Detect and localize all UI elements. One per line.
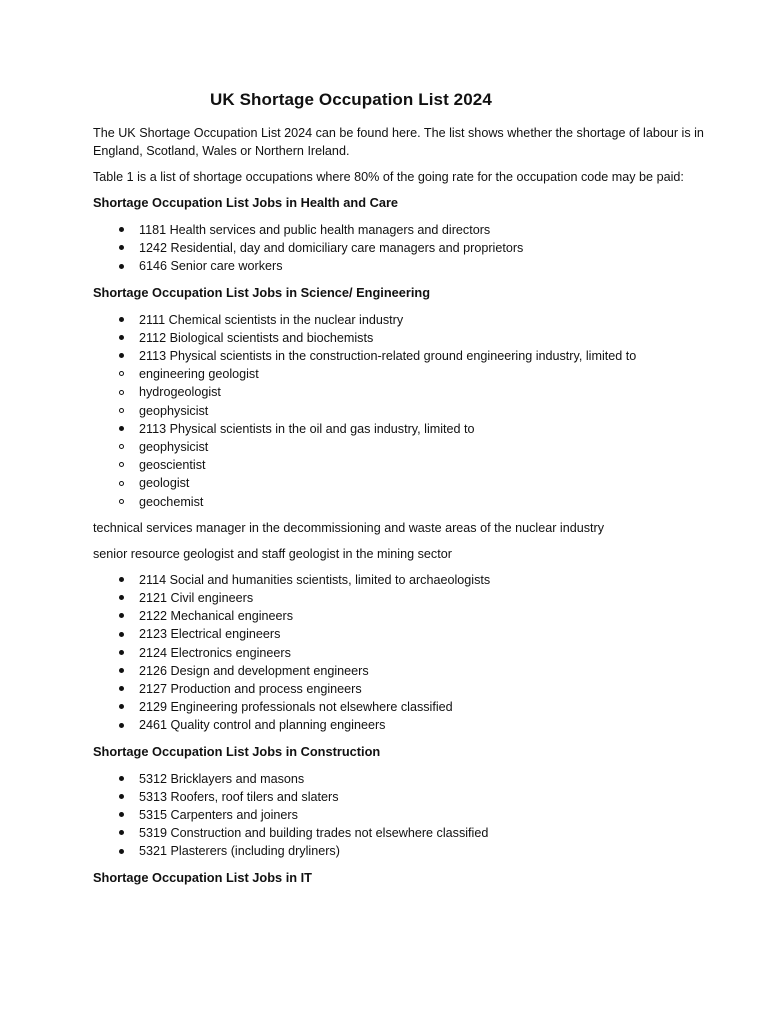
list-item: 1181 Health services and public health managers and directors: [93, 221, 708, 239]
health-care-list: [93, 221, 708, 276]
sub-list-item: geochemist: [93, 493, 708, 511]
section-heading-health-care: Shortage Occupation List Jobs in Health and Care: [93, 195, 399, 210]
circle-bullet-icon: [115, 365, 127, 383]
section-heading-construction: Shortage Occupation List Jobs in Construction: [93, 743, 381, 759]
bullet-icon: [115, 842, 127, 860]
bullet-icon: [115, 770, 127, 788]
list-item: 2461 Quality control and planning engineers: [93, 716, 708, 734]
list-item: 2126 Design and development engineers: [93, 662, 708, 680]
bullet-icon: [115, 607, 127, 625]
sub-list-item: geophysicist: [93, 402, 708, 420]
circle-bullet-icon: [115, 493, 127, 511]
circle-bullet-icon: [115, 474, 127, 492]
sub-list-item: geologist: [93, 474, 708, 492]
science-engineering-list: [93, 311, 708, 511]
section-heading-science-engineering: Shortage Occupation List Jobs in Science/ Engineering: [93, 284, 431, 300]
bullet-icon: [115, 311, 127, 329]
bullet-icon: [115, 589, 127, 607]
sub-list-item: geophysicist: [93, 438, 708, 456]
bullet-icon: [115, 571, 127, 589]
list-item: 1242 Residential, day and domiciliary care managers and proprietors: [93, 239, 708, 257]
bullet-icon: [115, 221, 127, 239]
sub-list-item: geoscientist: [93, 456, 708, 474]
sub-list-item: hydrogeologist: [93, 383, 708, 401]
bullet-icon: [115, 788, 127, 806]
bullet-icon: [115, 257, 127, 275]
table-intro-paragraph: Table 1 is a list of shortage occupations where 80% of the going rate for the occupation code may be paid:: [93, 170, 684, 184]
bullet-icon: [115, 824, 127, 842]
circle-bullet-icon: [115, 383, 127, 401]
bullet-icon: [115, 420, 127, 438]
note-mining: senior resource geologist and staff geologist in the mining sector: [93, 546, 452, 561]
circle-bullet-icon: [115, 456, 127, 474]
bullet-icon: [115, 347, 127, 365]
list-item: 6146 Senior care workers: [93, 257, 708, 275]
list-item: 2113 Physical scientists in the oil and gas industry, limited to: [93, 420, 708, 438]
bullet-icon: [115, 329, 127, 347]
list-item: 2121 Civil engineers: [93, 589, 708, 607]
circle-bullet-icon: [115, 438, 127, 456]
sub-list-item: engineering geologist: [93, 365, 708, 383]
intro-paragraph: The UK Shortage Occupation List 2024 can be found here. The list shows whether the shortage of labour is in England, Scotland, Wales or Northern Ireland.: [93, 126, 704, 158]
list-item: 5313 Roofers, roof tilers and slaters: [93, 788, 708, 806]
list-item: 2123 Electrical engineers: [93, 625, 708, 643]
bullet-icon: [115, 625, 127, 643]
list-item: 2122 Mechanical engineers: [93, 607, 708, 625]
bullet-icon: [115, 716, 127, 734]
circle-bullet-icon: [115, 402, 127, 420]
list-item: 2114 Social and humanities scientists, limited to archaeologists: [93, 571, 708, 589]
list-item: 2129 Engineering professionals not elsewhere classified: [93, 698, 708, 716]
bullet-icon: [115, 239, 127, 257]
engineering-list: [93, 571, 708, 735]
list-item: 2127 Production and process engineers: [93, 680, 708, 698]
list-item: 2112 Biological scientists and biochemists: [93, 329, 708, 347]
construction-list: [93, 770, 708, 861]
bullet-icon: [115, 698, 127, 716]
bullet-icon: [115, 644, 127, 662]
section-heading-it: Shortage Occupation List Jobs in IT: [93, 869, 312, 885]
bullet-icon: [115, 806, 127, 824]
list-item: 5321 Plasterers (including dryliners): [93, 842, 708, 860]
list-item: 5315 Carpenters and joiners: [93, 806, 708, 824]
bullet-icon: [115, 662, 127, 680]
note-nuclear: technical services manager in the decommissioning and waste areas of the nuclear industry: [93, 520, 605, 535]
list-item: 5312 Bricklayers and masons: [93, 770, 708, 788]
list-item: 2111 Chemical scientists in the nuclear industry: [93, 311, 708, 329]
bullet-icon: [115, 680, 127, 698]
list-item: 2124 Electronics engineers: [93, 644, 708, 662]
list-item: 2113 Physical scientists in the construction-related ground engineering industry, limited to: [93, 347, 708, 365]
document-title: UK Shortage Occupation List 2024: [210, 90, 492, 109]
list-item: 5319 Construction and building trades not elsewhere classified: [93, 824, 708, 842]
